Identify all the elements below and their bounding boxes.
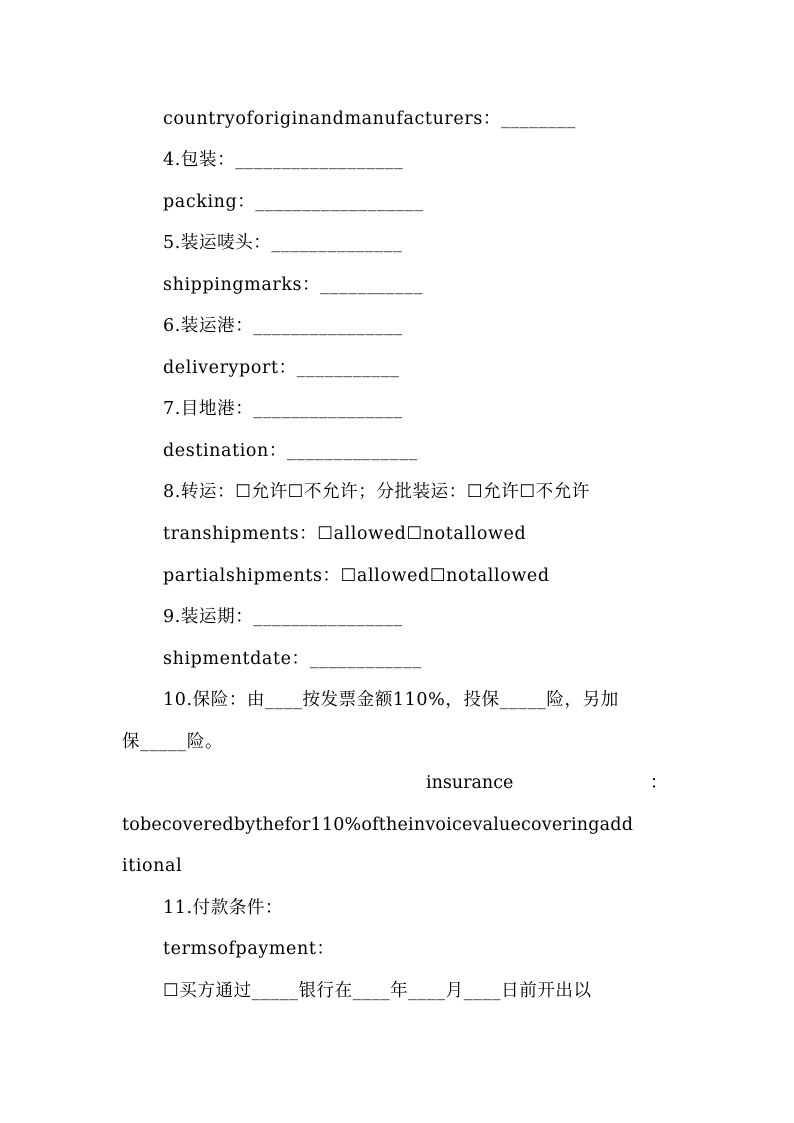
insurance-en-colon: ： bbox=[650, 773, 668, 793]
shipping-marks-cn-line: 5.装运唛头：______________ bbox=[163, 233, 403, 253]
insurance-en-line-cont: itional bbox=[122, 856, 183, 876]
insurance-cn-line-cont: 保_____险。 bbox=[122, 732, 224, 752]
terms-of-payment-en-line: termsofpayment： bbox=[163, 939, 335, 959]
destination-cn-line: 7.目地港：________________ bbox=[163, 399, 403, 419]
payment-option-line: ☐买方通过_____银行在____年____月____日前开出以 bbox=[163, 981, 592, 1001]
country-of-origin-line: countryoforiginandmanufacturers：________ bbox=[163, 109, 576, 129]
packing-en-line: packing：__________________ bbox=[163, 192, 424, 212]
insurance-en-label: insurance bbox=[426, 773, 514, 793]
transhipments-en-line: transhipments：☐allowed☐notallowed bbox=[163, 524, 527, 544]
shipment-date-en-line: shipmentdate：____________ bbox=[163, 649, 422, 669]
shipment-date-cn-line: 9.装运期：________________ bbox=[163, 607, 403, 627]
transhipment-cn-line: 8.转运：☐允许☐不允许；分批装运：☐允许☐不允许 bbox=[163, 482, 590, 502]
shipping-marks-en-line: shippingmarks：___________ bbox=[163, 275, 424, 295]
insurance-en-line: tobecoveredbythefor110%oftheinvoicevaluecoveringadd bbox=[122, 815, 634, 835]
delivery-port-en-line: deliveryport：___________ bbox=[163, 358, 400, 378]
terms-of-payment-cn-line: 11.付款条件： bbox=[163, 898, 284, 918]
partial-shipments-en-line: partialshipments：☐allowed☐notallowed bbox=[163, 566, 550, 586]
delivery-port-cn-line: 6.装运港：________________ bbox=[163, 316, 403, 336]
packing-cn-line: 4.包装：__________________ bbox=[163, 150, 404, 170]
insurance-cn-line: 10.保险：由____按发票金额110%，投保_____险，另加 bbox=[163, 690, 619, 710]
destination-en-line: destination：______________ bbox=[163, 441, 418, 461]
